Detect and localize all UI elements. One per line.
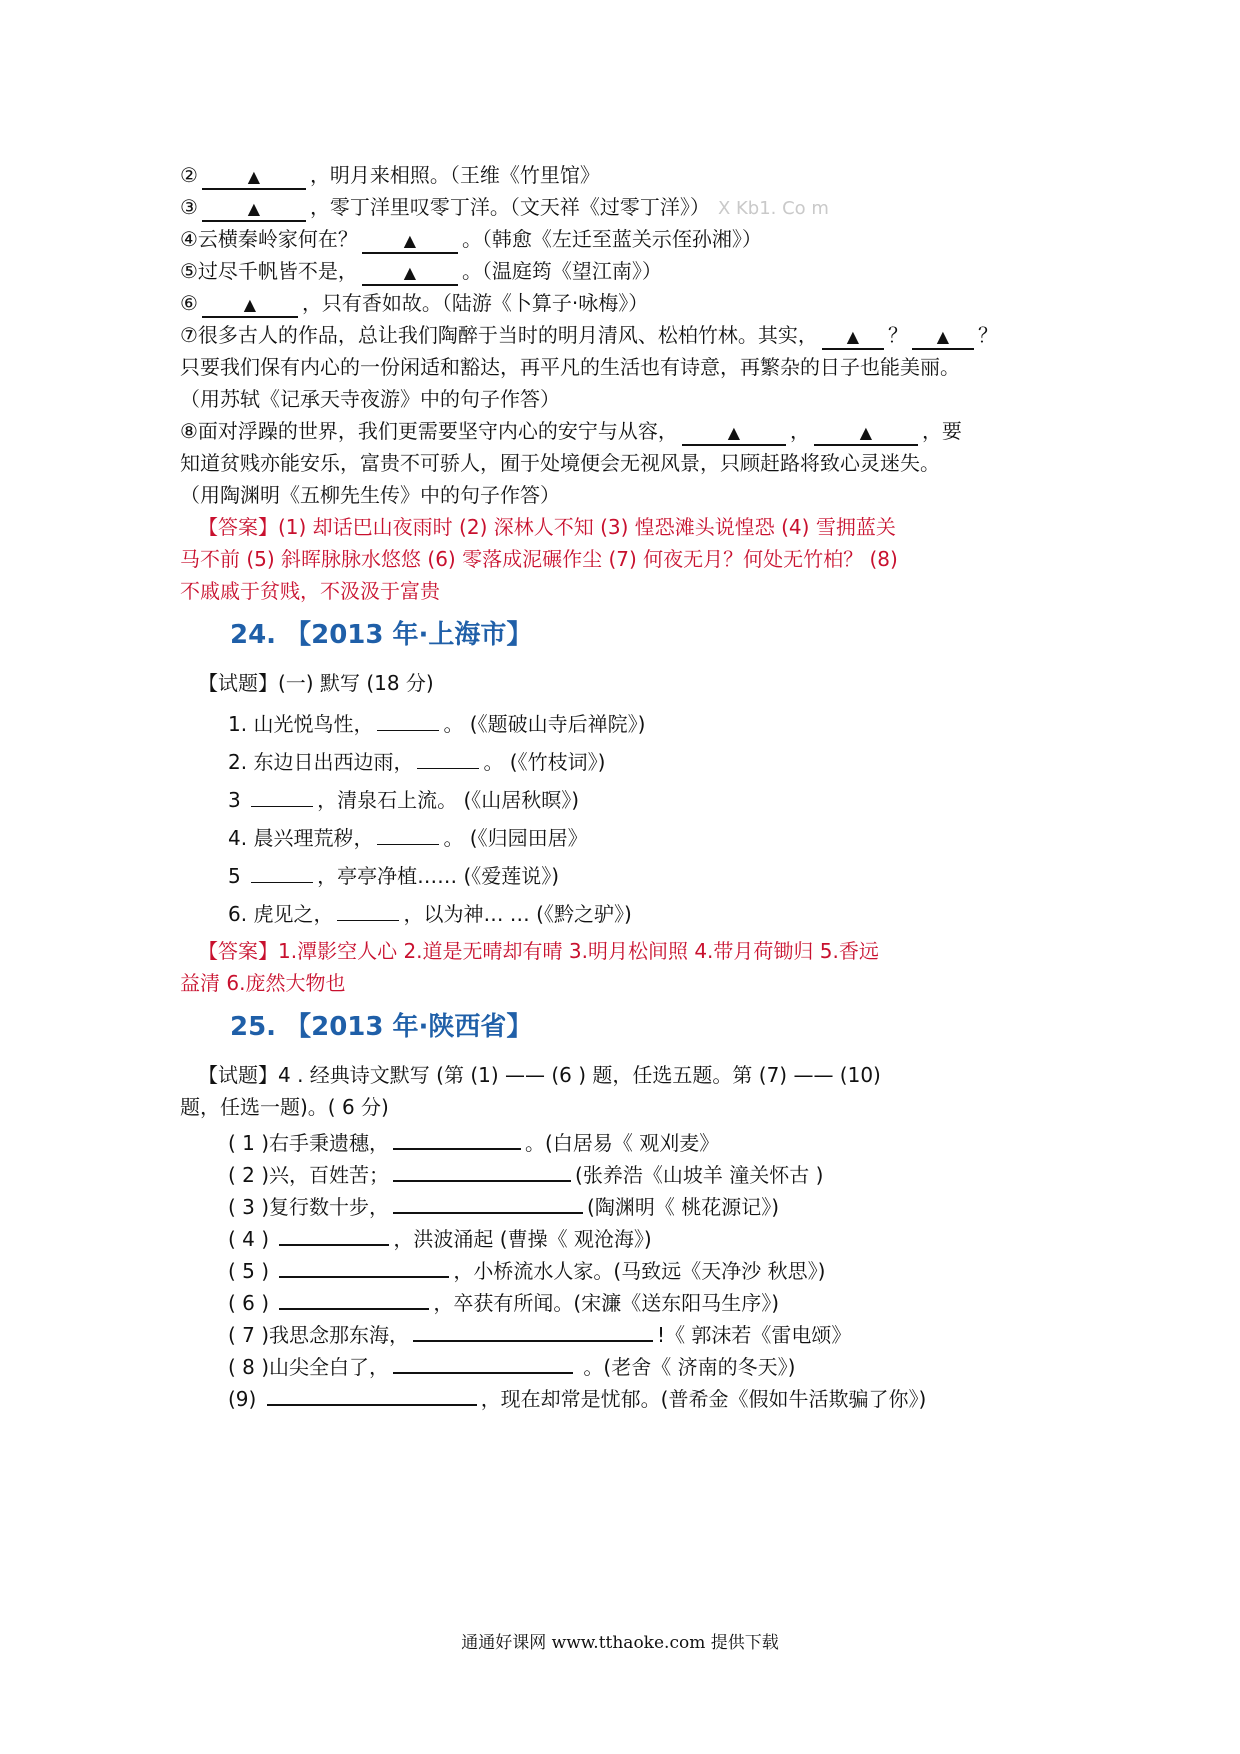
item-prefix: ( 6 ): [228, 1291, 276, 1315]
poem-line-5: [180, 258, 1070, 286]
blank-slot: [202, 166, 306, 190]
blank-slot: [279, 1286, 429, 1310]
blank-slot: [682, 422, 786, 446]
section-24-title: 24. 【2013 年·上海市】: [230, 620, 533, 650]
blank-slot: [377, 710, 439, 731]
blank-slot: [814, 422, 918, 446]
line-suffix: ，明月来相照。（王维《竹里馆》: [309, 163, 600, 187]
blank-slot: [393, 1350, 573, 1374]
line-prefix: ⑥: [180, 291, 198, 315]
question-mark: ？: [887, 323, 908, 347]
question-7-line-1: [180, 322, 1070, 350]
triangle-icon: ▲: [247, 199, 261, 218]
line-prefix: ③: [180, 195, 198, 219]
triangle-icon: ▲: [859, 423, 873, 442]
blank-slot: [202, 294, 298, 318]
section-25-item: [228, 1350, 1118, 1380]
item-prefix: 1. 山光悦鸟性，: [228, 712, 374, 736]
answer-line: 【答案】1.潭影空人心 2.道是无晴却有晴 3.明月松间照 4.带月荷锄归 5.香远: [198, 939, 879, 963]
question-8-line-2: 知道贫贱亦能安乐，富贵不可骄人，囿于处境便会无视风景，只顾赶路将致心灵迷失。: [180, 451, 940, 475]
section-24-item: [228, 824, 1118, 851]
section-25-item: [228, 1158, 1118, 1188]
item-prefix: 4. 晨兴理荒秽，: [228, 826, 374, 850]
item-prefix: ( 1 )右手秉遗穗，: [228, 1131, 390, 1155]
poem-line-3: [180, 194, 1070, 222]
item-prefix: (9): [228, 1387, 263, 1411]
question-mark: ？: [977, 323, 998, 347]
blank-slot: [279, 1254, 449, 1278]
item-prefix: ( 7 )我思念那东海，: [228, 1323, 410, 1347]
section-24-item: [228, 862, 1118, 889]
item-suffix: ，以为神… … (《黔之驴》): [403, 902, 632, 926]
question-text: ⑦很多古人的作品，总让我们陶醉于当时的明月清风、松柏竹林。其实，: [180, 323, 818, 347]
section-25-item: [228, 1318, 1118, 1348]
blank-slot: [362, 230, 458, 254]
poem-line-6: [180, 290, 1070, 318]
item-suffix: !《 郭沫若《雷电颂》: [657, 1323, 852, 1347]
blank-slot: [393, 1158, 571, 1182]
item-prefix: ( 4 ): [228, 1227, 276, 1251]
blank-slot: [393, 1190, 583, 1214]
section-25-item: [228, 1254, 1118, 1284]
item-suffix: 。(老舍《 济南的冬天》): [577, 1355, 796, 1379]
section-25-item: [228, 1382, 1118, 1412]
section-25-item: [228, 1286, 1118, 1316]
line-prefix: ②: [180, 163, 198, 187]
section-25-item: [228, 1126, 1118, 1156]
poem-line-4: [180, 226, 1070, 254]
item-suffix: (张养浩《山坡羊 潼关怀古 ): [575, 1163, 824, 1187]
triangle-icon: ▲: [247, 167, 261, 186]
item-suffix: ，卒获有所闻。(宋濂《送东阳马生序》): [433, 1291, 780, 1315]
item-prefix: 3: [228, 788, 248, 812]
section-24-intro: 【试题】(一) 默写 (18 分): [198, 671, 434, 695]
item-suffix: 。(白居易《 观刈麦》: [525, 1131, 720, 1155]
line-prefix: ⑤过尽千帆皆不是，: [180, 259, 358, 283]
section-25-item: [228, 1190, 1118, 1220]
line-suffix: 。（韩愈《左迁至蓝关示侄孙湘》）: [461, 227, 762, 251]
section-25-item: [228, 1222, 1118, 1252]
blank-slot: [251, 786, 313, 807]
triangle-icon: ▲: [727, 423, 741, 442]
item-suffix: (陶渊明《 桃花源记》): [587, 1195, 780, 1219]
question-7-line-3: （用苏轼《记承天寺夜游》中的句子作答）: [180, 387, 560, 411]
item-suffix: ，清泉石上流。 (《山居秋暝》): [317, 788, 580, 812]
blank-slot: [202, 198, 306, 222]
triangle-icon: ▲: [243, 295, 257, 314]
blank-slot: [279, 1222, 389, 1246]
blank-slot: [413, 1318, 653, 1342]
item-prefix: 6. 虎见之，: [228, 902, 334, 926]
blank-slot: [337, 900, 399, 921]
poem-line-2: [180, 162, 1070, 190]
item-prefix: ( 8 )山尖全白了，: [228, 1355, 390, 1379]
item-suffix: ，现在却常是忧郁。(普希金《假如牛活欺骗了你》): [480, 1387, 927, 1411]
blank-slot: [822, 326, 884, 350]
triangle-icon: ▲: [403, 263, 417, 282]
answer-line: 不戚戚于贫贱，不汲汲于富贵: [180, 579, 440, 603]
answer-line: 【答案】(1) 却话巴山夜雨时 (2) 深林人不知 (3) 惶恐滩头说惶恐 (4) 雪拥蓝关: [198, 515, 896, 539]
blank-slot: [393, 1126, 521, 1150]
section-24-item: [228, 710, 1118, 737]
answer-line: 马不前 (5) 斜晖脉脉水悠悠 (6) 零落成泥碾作尘 (7) 何夜无月？何处无竹柏？ (8): [180, 547, 898, 571]
item-suffix: ，小桥流水人家。(马致远《天净沙 秋思》): [453, 1259, 826, 1283]
item-suffix: 。 (《竹枝词》): [483, 750, 606, 774]
item-suffix: 。 (《题破山寺后禅院》): [443, 712, 646, 736]
item-prefix: ( 5 ): [228, 1259, 276, 1283]
item-suffix: ，洪波涌起 (曹操《 观沧海》): [393, 1227, 652, 1251]
item-prefix: 5: [228, 864, 248, 888]
triangle-icon: ▲: [846, 327, 860, 346]
line-suffix: ，只有香如故。（陆游《卜算子·咏梅》）: [301, 291, 649, 315]
line-suffix: 。（温庭筠《望江南》）: [461, 259, 662, 283]
triangle-icon: ▲: [403, 231, 417, 250]
item-prefix: ( 3 )复行数十步，: [228, 1195, 390, 1219]
section-25-title: 25. 【2013 年·陕西省】: [230, 1012, 533, 1042]
blank-slot: [267, 1382, 477, 1406]
line-suffix: ，要: [921, 419, 962, 443]
line-suffix: ，零丁洋里叹零丁洋。（文天祥《过零丁洋》）: [309, 195, 710, 219]
line-prefix: ④云横秦岭家何在？: [180, 227, 358, 251]
blank-slot: [417, 748, 479, 769]
blank-slot: [362, 262, 458, 286]
section-25-intro: 题，任选一题)。( 6 分): [180, 1095, 389, 1119]
blank-slot: [377, 824, 439, 845]
blank-slot: [912, 326, 974, 350]
question-8-line-3: （用陶渊明《五柳先生传》中的句子作答）: [180, 483, 560, 507]
section-24-item: [228, 748, 1118, 775]
comma: ，: [789, 419, 810, 443]
page-footer: 通通好课网 www.tthaoke.com 提供下载: [461, 1633, 779, 1653]
answer-line: 益清 6.庞然大物也: [180, 971, 346, 995]
watermark-text: X Kb1. Co m: [717, 198, 829, 219]
item-suffix: 。 (《归园田居》: [443, 826, 588, 850]
question-8-line-1: [180, 418, 1070, 446]
question-7-line-2: 只要我们保有内心的一份闲适和豁达，再平凡的生活也有诗意，再繁杂的日子也能美丽。: [180, 355, 960, 379]
item-prefix: 2. 东边日出西边雨，: [228, 750, 414, 774]
section-25-intro: 【试题】4 . 经典诗文默写 (第 (1) —— (6 ) 题，任选五题。第 (7) —— (10): [198, 1063, 881, 1087]
item-suffix: ，亭亭净植…… (《爱莲说》): [317, 864, 560, 888]
triangle-icon: ▲: [936, 327, 950, 346]
item-prefix: ( 2 )兴，百姓苦；: [228, 1163, 390, 1187]
section-24-item: [228, 900, 1118, 927]
question-text: ⑧面对浮躁的世界，我们更需要坚守内心的安宁与从容，: [180, 419, 678, 443]
blank-slot: [251, 862, 313, 883]
section-24-item: [228, 786, 1118, 813]
